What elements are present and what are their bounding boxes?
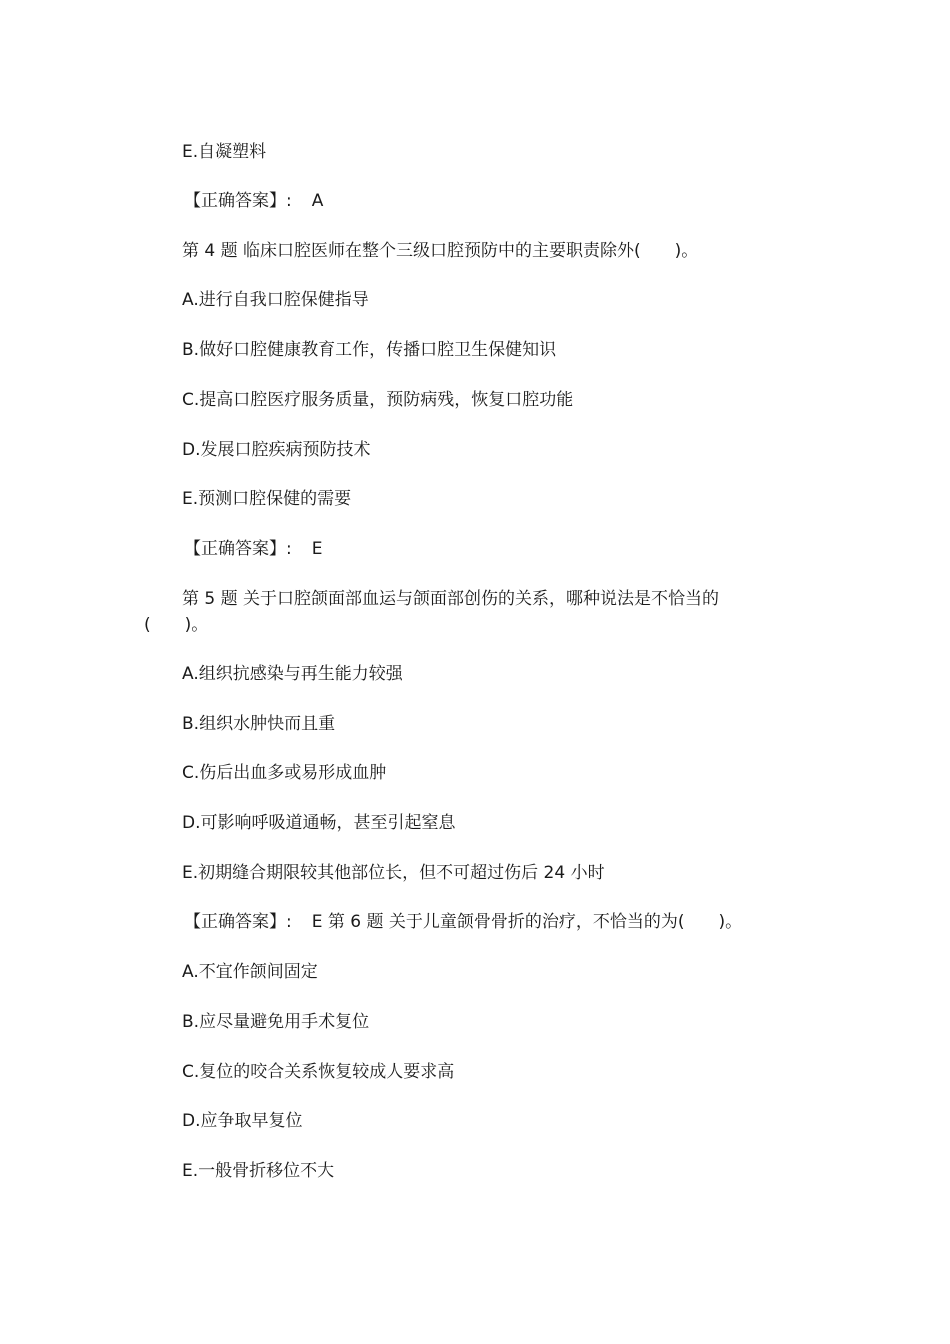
answer-label: 【正确答案】: <box>184 912 292 932</box>
question-4: 第 4 题 临床口腔医师在整个三级口腔预防中的主要职责除外( )。 <box>182 241 699 261</box>
option-a-q5: A.组织抗感染与再生能力较强 <box>182 664 403 684</box>
option-b-q6: B.应尽量避免用手术复位 <box>182 1012 370 1032</box>
answer-q3 <box>184 188 323 214</box>
answer-label: 【正确答案】: <box>184 191 292 211</box>
answer-q5-and-question-6 <box>184 909 742 935</box>
answer-value: E <box>311 539 323 559</box>
question-5: 第 5 题 关于口腔颌面部血运与颌面部创伤的关系，哪种说法是不恰当的 <box>182 589 720 609</box>
answer-label: 【正确答案】: <box>184 539 292 559</box>
answer-value-and-question-6: E 第 6 题 关于儿童颌骨骨折的治疗，不恰当的为( )。 <box>311 912 743 932</box>
option-b-q4: B.做好口腔健康教育工作，传播口腔卫生保健知识 <box>182 340 557 360</box>
option-c-q6: C.复位的咬合关系恢复较成人要求高 <box>182 1062 455 1082</box>
option-e-q4: E.预测口腔保健的需要 <box>182 489 352 509</box>
option-e-q5: E.初期缝合期限较其他部位长，但不可超过伤后 24 小时 <box>182 863 605 883</box>
option-e-q3: E.自凝塑料 <box>182 142 267 162</box>
option-b-q5: B.组织水肿快而且重 <box>182 714 336 734</box>
option-d-q6: D.应争取早复位 <box>182 1111 303 1131</box>
question-5-continued: ( )。 <box>144 615 209 635</box>
option-a-q6: A.不宜作颌间固定 <box>182 962 318 982</box>
option-c-q4: C.提高口腔医疗服务质量，预防病残，恢复口腔功能 <box>182 390 574 410</box>
option-a-q4: A.进行自我口腔保健指导 <box>182 290 369 310</box>
answer-value: A <box>311 191 324 211</box>
option-d-q4: D.发展口腔疾病预防技术 <box>182 440 371 460</box>
option-d-q5: D.可影响呼吸道通畅，甚至引起窒息 <box>182 813 456 833</box>
option-e-q6: E.一般骨折移位不大 <box>182 1161 335 1181</box>
answer-q4 <box>184 536 322 562</box>
option-c-q5: C.伤后出血多或易形成血肿 <box>182 763 387 783</box>
